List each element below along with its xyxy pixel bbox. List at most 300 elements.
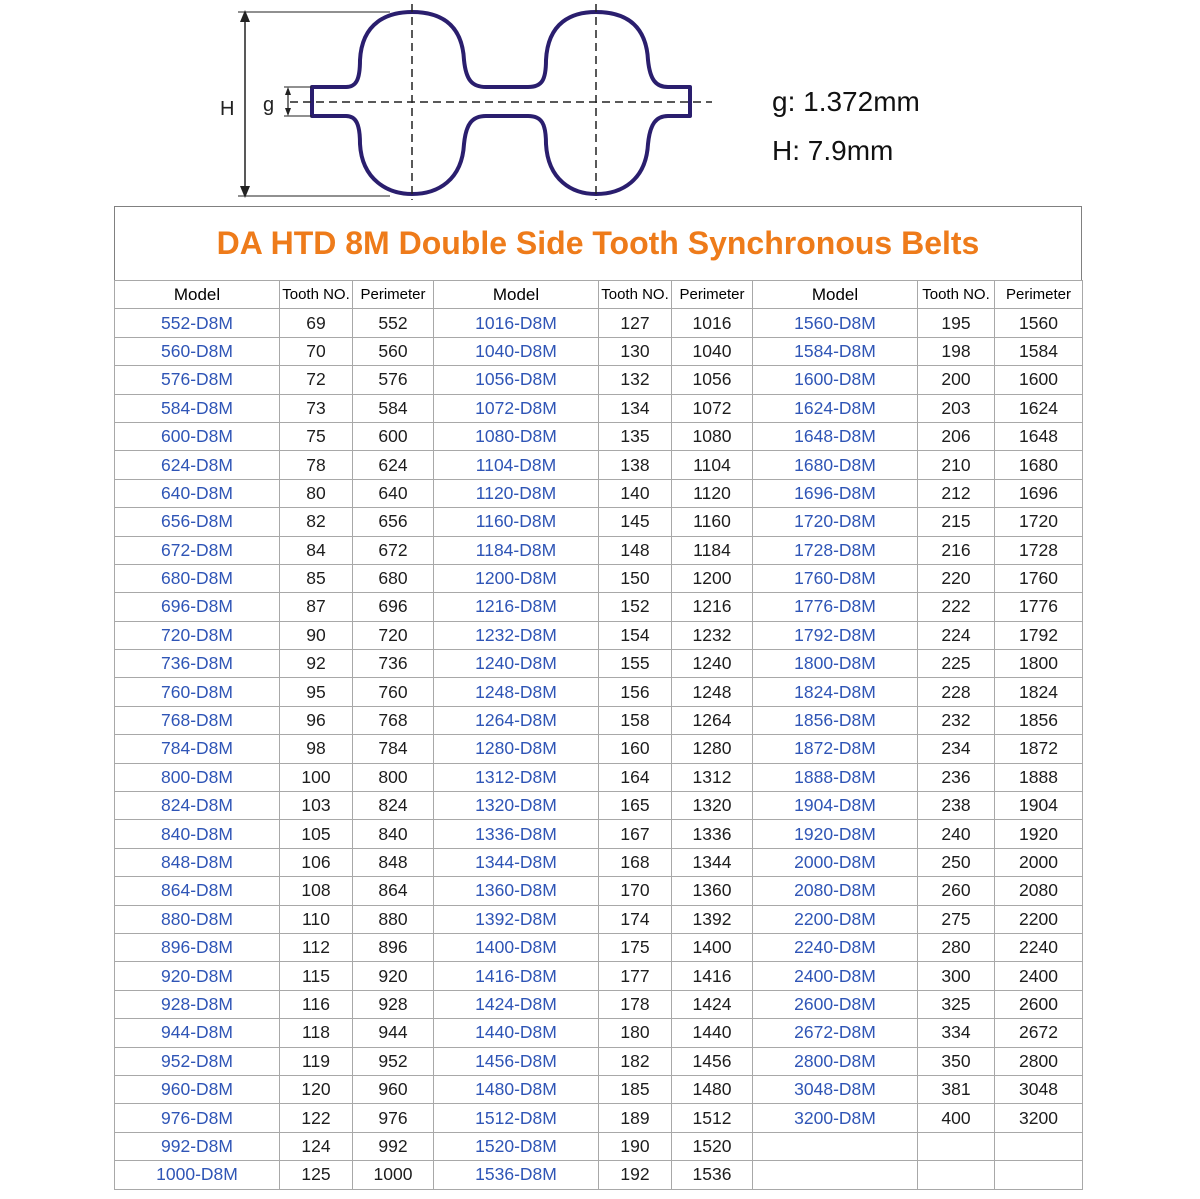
model-cell: 1680-D8M: [753, 451, 918, 479]
model-cell: 656-D8M: [115, 508, 280, 536]
model-cell: 576-D8M: [115, 366, 280, 394]
model-cell: 1856-D8M: [753, 706, 918, 734]
perimeter-cell: 1056: [672, 366, 753, 394]
tooth-count-cell: [918, 1132, 995, 1160]
tooth-count-cell: 240: [918, 820, 995, 848]
tooth-count-cell: 206: [918, 422, 995, 450]
perimeter-cell: 1184: [672, 536, 753, 564]
tooth-count-cell: 400: [918, 1104, 995, 1132]
model-cell: 1760-D8M: [753, 564, 918, 592]
perimeter-cell: 880: [353, 905, 434, 933]
tooth-count-cell: 381: [918, 1075, 995, 1103]
perimeter-cell: 1600: [995, 366, 1083, 394]
model-cell: 1920-D8M: [753, 820, 918, 848]
tooth-count-cell: 103: [280, 792, 353, 820]
header-tooth-count: Tooth NO.: [599, 281, 672, 309]
table-row: [115, 366, 1083, 394]
tooth-count-cell: 110: [280, 905, 353, 933]
model-cell: 1104-D8M: [434, 451, 599, 479]
perimeter-cell: 1888: [995, 763, 1083, 791]
perimeter-cell: 1080: [672, 422, 753, 450]
perimeter-cell: 640: [353, 479, 434, 507]
table-row: [115, 309, 1083, 337]
belt-spec-table-container: [114, 206, 1082, 1190]
perimeter-cell: 824: [353, 792, 434, 820]
perimeter-cell: 656: [353, 508, 434, 536]
perimeter-cell: 672: [353, 536, 434, 564]
tooth-count-cell: 72: [280, 366, 353, 394]
header-model: Model: [434, 281, 599, 309]
perimeter-cell: 600: [353, 422, 434, 450]
header-model: Model: [115, 281, 280, 309]
tooth-count-cell: 150: [599, 564, 672, 592]
model-cell: 944-D8M: [115, 1019, 280, 1047]
table-row: [115, 848, 1083, 876]
model-cell: 1696-D8M: [753, 479, 918, 507]
model-cell: 1184-D8M: [434, 536, 599, 564]
g-label: g: [263, 94, 275, 116]
model-cell: 1000-D8M: [115, 1161, 280, 1189]
tooth-count-cell: 154: [599, 621, 672, 649]
table-row: [115, 451, 1083, 479]
tooth-count-cell: 212: [918, 479, 995, 507]
model-cell: 1416-D8M: [434, 962, 599, 990]
perimeter-cell: 736: [353, 650, 434, 678]
model-cell: 672-D8M: [115, 536, 280, 564]
perimeter-cell: 1200: [672, 564, 753, 592]
model-cell: 1824-D8M: [753, 678, 918, 706]
model-cell: 720-D8M: [115, 621, 280, 649]
perimeter-cell: 760: [353, 678, 434, 706]
model-cell: 1584-D8M: [753, 337, 918, 365]
perimeter-cell: 768: [353, 706, 434, 734]
model-cell: 2200-D8M: [753, 905, 918, 933]
model-cell: 1080-D8M: [434, 422, 599, 450]
perimeter-cell: 1280: [672, 735, 753, 763]
tooth-count-cell: 155: [599, 650, 672, 678]
perimeter-cell: [995, 1132, 1083, 1160]
model-cell: 1056-D8M: [434, 366, 599, 394]
model-cell: 992-D8M: [115, 1132, 280, 1160]
tooth-count-cell: 120: [280, 1075, 353, 1103]
tooth-count-cell: 228: [918, 678, 995, 706]
perimeter-cell: 584: [353, 394, 434, 422]
tooth-count-cell: 185: [599, 1075, 672, 1103]
tooth-count-cell: 80: [280, 479, 353, 507]
model-cell: 1216-D8M: [434, 593, 599, 621]
tooth-count-cell: 190: [599, 1132, 672, 1160]
perimeter-cell: 1000: [353, 1161, 434, 1189]
perimeter-cell: 2200: [995, 905, 1083, 933]
tooth-count-cell: 158: [599, 706, 672, 734]
model-cell: 784-D8M: [115, 735, 280, 763]
tooth-count-cell: 73: [280, 394, 353, 422]
model-cell: 1240-D8M: [434, 650, 599, 678]
tooth-count-cell: 232: [918, 706, 995, 734]
tooth-count-cell: 100: [280, 763, 353, 791]
tooth-count-cell: 350: [918, 1047, 995, 1075]
table-row: [115, 962, 1083, 990]
tooth-count-cell: 112: [280, 933, 353, 961]
header-perimeter: Perimeter: [672, 281, 753, 309]
model-cell: 1560-D8M: [753, 309, 918, 337]
perimeter-cell: 1824: [995, 678, 1083, 706]
perimeter-cell: 1440: [672, 1019, 753, 1047]
tooth-count-cell: 69: [280, 309, 353, 337]
model-cell: 896-D8M: [115, 933, 280, 961]
tooth-count-cell: 134: [599, 394, 672, 422]
tooth-count-cell: 140: [599, 479, 672, 507]
tooth-count-cell: 152: [599, 593, 672, 621]
model-cell: 680-D8M: [115, 564, 280, 592]
table-row: [115, 479, 1083, 507]
tooth-count-cell: 170: [599, 877, 672, 905]
belt-outline: [312, 12, 690, 194]
tooth-count-cell: 119: [280, 1047, 353, 1075]
perimeter-cell: 2240: [995, 933, 1083, 961]
model-cell: 1344-D8M: [434, 848, 599, 876]
tooth-count-cell: 122: [280, 1104, 353, 1132]
table-row: [115, 706, 1083, 734]
perimeter-cell: 2000: [995, 848, 1083, 876]
tooth-count-cell: 280: [918, 933, 995, 961]
perimeter-cell: 928: [353, 990, 434, 1018]
model-cell: 1600-D8M: [753, 366, 918, 394]
model-cell: 760-D8M: [115, 678, 280, 706]
tooth-count-cell: 168: [599, 848, 672, 876]
table-row: [115, 820, 1083, 848]
perimeter-cell: 1648: [995, 422, 1083, 450]
model-cell: 3048-D8M: [753, 1075, 918, 1103]
perimeter-cell: 1312: [672, 763, 753, 791]
tooth-count-cell: 238: [918, 792, 995, 820]
header-tooth-count: Tooth NO.: [918, 281, 995, 309]
tooth-count-cell: 138: [599, 451, 672, 479]
model-cell: 1480-D8M: [434, 1075, 599, 1103]
tooth-count-cell: 182: [599, 1047, 672, 1075]
perimeter-cell: 1416: [672, 962, 753, 990]
tooth-count-cell: 108: [280, 877, 353, 905]
tooth-count-cell: 132: [599, 366, 672, 394]
table-row: [115, 1019, 1083, 1047]
table-row: [115, 877, 1083, 905]
model-cell: 1072-D8M: [434, 394, 599, 422]
perimeter-cell: 1904: [995, 792, 1083, 820]
table-row: [115, 678, 1083, 706]
model-cell: 960-D8M: [115, 1075, 280, 1103]
model-cell: 1424-D8M: [434, 990, 599, 1018]
tooth-count-cell: 98: [280, 735, 353, 763]
model-cell: 1624-D8M: [753, 394, 918, 422]
tooth-count-cell: 118: [280, 1019, 353, 1047]
model-cell: 1360-D8M: [434, 877, 599, 905]
perimeter-cell: 1800: [995, 650, 1083, 678]
tooth-count-cell: 334: [918, 1019, 995, 1047]
model-cell: 696-D8M: [115, 593, 280, 621]
model-cell: 976-D8M: [115, 1104, 280, 1132]
perimeter-cell: 1536: [672, 1161, 753, 1189]
perimeter-cell: 960: [353, 1075, 434, 1103]
perimeter-cell: 896: [353, 933, 434, 961]
h-label: H: [220, 98, 235, 120]
perimeter-cell: 720: [353, 621, 434, 649]
tooth-count-cell: 96: [280, 706, 353, 734]
table-row: [115, 990, 1083, 1018]
tooth-count-cell: 198: [918, 337, 995, 365]
perimeter-cell: 1480: [672, 1075, 753, 1103]
model-cell: 1392-D8M: [434, 905, 599, 933]
h-dimension-text: H: 7.9mm: [772, 135, 894, 166]
model-cell: 1888-D8M: [753, 763, 918, 791]
perimeter-cell: 1360: [672, 877, 753, 905]
model-cell: 880-D8M: [115, 905, 280, 933]
model-cell: 1200-D8M: [434, 564, 599, 592]
tooth-count-cell: 125: [280, 1161, 353, 1189]
tooth-count-cell: 195: [918, 309, 995, 337]
tooth-count-cell: 174: [599, 905, 672, 933]
tooth-count-cell: 106: [280, 848, 353, 876]
perimeter-cell: 1776: [995, 593, 1083, 621]
table-row: [115, 792, 1083, 820]
perimeter-cell: 1680: [995, 451, 1083, 479]
tooth-count-cell: 250: [918, 848, 995, 876]
model-cell: 736-D8M: [115, 650, 280, 678]
perimeter-cell: 992: [353, 1132, 434, 1160]
perimeter-cell: 1424: [672, 990, 753, 1018]
model-cell: 1320-D8M: [434, 792, 599, 820]
model-cell: 824-D8M: [115, 792, 280, 820]
model-cell: 1800-D8M: [753, 650, 918, 678]
model-cell: 1648-D8M: [753, 422, 918, 450]
tooth-count-cell: 192: [599, 1161, 672, 1189]
model-cell: 2400-D8M: [753, 962, 918, 990]
perimeter-cell: 1720: [995, 508, 1083, 536]
belt-spec-table: [114, 280, 1083, 1190]
perimeter-cell: 624: [353, 451, 434, 479]
table-row: [115, 1104, 1083, 1132]
perimeter-cell: 800: [353, 763, 434, 791]
perimeter-cell: 1248: [672, 678, 753, 706]
header-tooth-count: Tooth NO.: [280, 281, 353, 309]
perimeter-cell: 576: [353, 366, 434, 394]
table-row: [115, 1161, 1083, 1189]
perimeter-cell: 1232: [672, 621, 753, 649]
model-cell: 1160-D8M: [434, 508, 599, 536]
tooth-count-cell: 222: [918, 593, 995, 621]
header-perimeter: Perimeter: [995, 281, 1083, 309]
tooth-count-cell: 165: [599, 792, 672, 820]
model-cell: 1040-D8M: [434, 337, 599, 365]
tooth-count-cell: 160: [599, 735, 672, 763]
model-cell: 640-D8M: [115, 479, 280, 507]
model-cell: 848-D8M: [115, 848, 280, 876]
model-cell: 3200-D8M: [753, 1104, 918, 1132]
perimeter-cell: 848: [353, 848, 434, 876]
model-cell: 1456-D8M: [434, 1047, 599, 1075]
model-cell: 1904-D8M: [753, 792, 918, 820]
model-cell: 2600-D8M: [753, 990, 918, 1018]
model-cell: 1120-D8M: [434, 479, 599, 507]
tooth-count-cell: 216: [918, 536, 995, 564]
model-cell: 928-D8M: [115, 990, 280, 1018]
tooth-count-cell: 236: [918, 763, 995, 791]
tooth-count-cell: 300: [918, 962, 995, 990]
perimeter-cell: 696: [353, 593, 434, 621]
perimeter-cell: 1320: [672, 792, 753, 820]
g-arrow-top: [285, 87, 291, 95]
model-cell: 2000-D8M: [753, 848, 918, 876]
table-title: DA HTD 8M Double Side Tooth Synchronous Belts: [114, 206, 1082, 280]
tooth-count-cell: 175: [599, 933, 672, 961]
perimeter-cell: 552: [353, 309, 434, 337]
table-row: [115, 564, 1083, 592]
table-row: [115, 905, 1083, 933]
perimeter-cell: 1512: [672, 1104, 753, 1132]
perimeter-cell: 2800: [995, 1047, 1083, 1075]
tooth-count-cell: 75: [280, 422, 353, 450]
tooth-count-cell: 325: [918, 990, 995, 1018]
model-cell: 2080-D8M: [753, 877, 918, 905]
tooth-count-cell: 127: [599, 309, 672, 337]
tooth-count-cell: 130: [599, 337, 672, 365]
perimeter-cell: 1264: [672, 706, 753, 734]
perimeter-cell: 1920: [995, 820, 1083, 848]
model-cell: 1440-D8M: [434, 1019, 599, 1047]
model-cell: 1248-D8M: [434, 678, 599, 706]
table-row: [115, 933, 1083, 961]
perimeter-cell: 1104: [672, 451, 753, 479]
perimeter-cell: 1792: [995, 621, 1083, 649]
model-cell: 552-D8M: [115, 309, 280, 337]
perimeter-cell: 2600: [995, 990, 1083, 1018]
tooth-count-cell: 220: [918, 564, 995, 592]
perimeter-cell: 1520: [672, 1132, 753, 1160]
table-row: [115, 763, 1083, 791]
tooth-count-cell: 82: [280, 508, 353, 536]
perimeter-cell: 1696: [995, 479, 1083, 507]
table-row: [115, 422, 1083, 450]
table-row: [115, 337, 1083, 365]
perimeter-cell: 1240: [672, 650, 753, 678]
tooth-count-cell: 234: [918, 735, 995, 763]
perimeter-cell: 840: [353, 820, 434, 848]
model-cell: 1728-D8M: [753, 536, 918, 564]
model-cell: 1720-D8M: [753, 508, 918, 536]
model-cell: 952-D8M: [115, 1047, 280, 1075]
model-cell: 800-D8M: [115, 763, 280, 791]
tooth-count-cell: 164: [599, 763, 672, 791]
perimeter-cell: 2672: [995, 1019, 1083, 1047]
model-cell: 1536-D8M: [434, 1161, 599, 1189]
tooth-count-cell: 92: [280, 650, 353, 678]
model-cell: 1792-D8M: [753, 621, 918, 649]
model-cell: 768-D8M: [115, 706, 280, 734]
table-row: [115, 1132, 1083, 1160]
tooth-count-cell: 124: [280, 1132, 353, 1160]
perimeter-cell: 2400: [995, 962, 1083, 990]
tooth-count-cell: 275: [918, 905, 995, 933]
tooth-count-cell: 225: [918, 650, 995, 678]
perimeter-cell: 1016: [672, 309, 753, 337]
model-cell: 584-D8M: [115, 394, 280, 422]
model-cell: 1776-D8M: [753, 593, 918, 621]
tooth-count-cell: 148: [599, 536, 672, 564]
table-row: [115, 621, 1083, 649]
tooth-count-cell: 70: [280, 337, 353, 365]
tooth-count-cell: 105: [280, 820, 353, 848]
model-cell: 920-D8M: [115, 962, 280, 990]
model-cell: [753, 1132, 918, 1160]
perimeter-cell: 1336: [672, 820, 753, 848]
model-cell: 1520-D8M: [434, 1132, 599, 1160]
perimeter-cell: 1040: [672, 337, 753, 365]
perimeter-cell: 784: [353, 735, 434, 763]
model-cell: 2672-D8M: [753, 1019, 918, 1047]
perimeter-cell: 3200: [995, 1104, 1083, 1132]
perimeter-cell: [995, 1161, 1083, 1189]
tooth-count-cell: 180: [599, 1019, 672, 1047]
model-cell: 1512-D8M: [434, 1104, 599, 1132]
perimeter-cell: 1392: [672, 905, 753, 933]
tooth-count-cell: 85: [280, 564, 353, 592]
tooth-count-cell: 95: [280, 678, 353, 706]
tooth-count-cell: 200: [918, 366, 995, 394]
tooth-count-cell: 203: [918, 394, 995, 422]
belt-profile-diagram: [0, 0, 1200, 205]
perimeter-cell: 3048: [995, 1075, 1083, 1103]
model-cell: 2800-D8M: [753, 1047, 918, 1075]
tooth-count-cell: 116: [280, 990, 353, 1018]
tooth-count-cell: 115: [280, 962, 353, 990]
model-cell: 1336-D8M: [434, 820, 599, 848]
tooth-count-cell: 84: [280, 536, 353, 564]
perimeter-cell: 560: [353, 337, 434, 365]
tooth-count-cell: 189: [599, 1104, 672, 1132]
perimeter-cell: 1584: [995, 337, 1083, 365]
perimeter-cell: 1400: [672, 933, 753, 961]
perimeter-cell: 1856: [995, 706, 1083, 734]
model-cell: [753, 1161, 918, 1189]
g-arrow-bottom: [285, 108, 291, 116]
tooth-count-cell: 145: [599, 508, 672, 536]
model-cell: 1312-D8M: [434, 763, 599, 791]
perimeter-cell: 944: [353, 1019, 434, 1047]
perimeter-cell: 1344: [672, 848, 753, 876]
g-dimension-text: g: 1.372mm: [772, 86, 920, 117]
model-cell: 1400-D8M: [434, 933, 599, 961]
model-cell: 600-D8M: [115, 422, 280, 450]
table-row: [115, 508, 1083, 536]
tooth-count-cell: 87: [280, 593, 353, 621]
tooth-count-cell: 210: [918, 451, 995, 479]
tooth-count-cell: 177: [599, 962, 672, 990]
tooth-count-cell: 215: [918, 508, 995, 536]
header-model: Model: [753, 281, 918, 309]
table-row: [115, 394, 1083, 422]
perimeter-cell: 1760: [995, 564, 1083, 592]
perimeter-cell: 864: [353, 877, 434, 905]
tooth-count-cell: 90: [280, 621, 353, 649]
perimeter-cell: 1456: [672, 1047, 753, 1075]
tooth-count-cell: 178: [599, 990, 672, 1018]
perimeter-cell: 1160: [672, 508, 753, 536]
table-row: [115, 735, 1083, 763]
header-row: [115, 281, 1083, 309]
model-cell: 560-D8M: [115, 337, 280, 365]
model-cell: 624-D8M: [115, 451, 280, 479]
perimeter-cell: 976: [353, 1104, 434, 1132]
tooth-count-cell: 167: [599, 820, 672, 848]
